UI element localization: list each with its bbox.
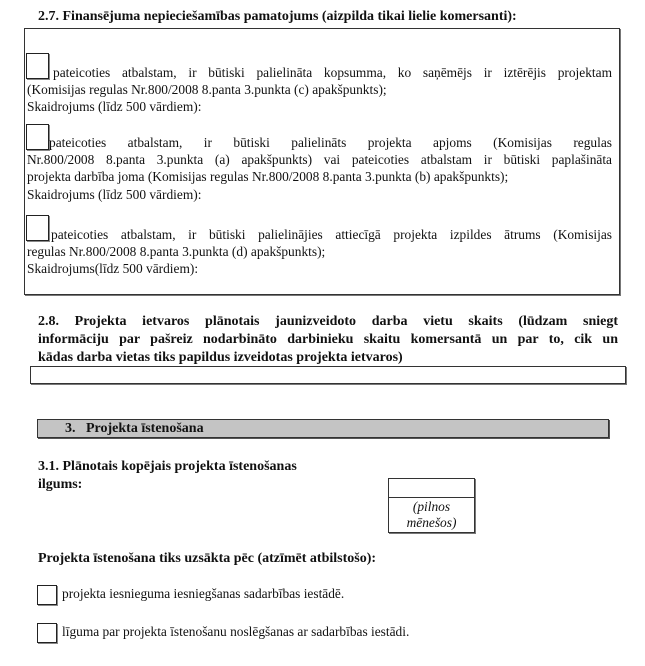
section-2-8-line: informāciju par pašreiz nodarbināto darbinieku skaitu komersantā un par to, cik un (38, 332, 618, 347)
duration-unit-line: mēnešos) (406, 515, 457, 530)
start-after-contract-label: līguma par projekta īstenošanu noslēgšanas ar sadarbības iestādi. (62, 624, 410, 639)
section-2-8-line: 2.8. Projekta ietvaros plānotais jaunizveidoto darba vietu skaits (lūdzam sniegt (38, 314, 618, 329)
option-c-line: pateicoties atbalstam, ir būtiski palielināta kopsumma, ko saņēmējs ir iztērējis projektam (53, 65, 612, 80)
option-d-line: pateicoties atbalstam, ir būtiski palielinājies attiecīgā projekta izpildes ātrums (Komisijas (51, 227, 612, 242)
option-a-b-line: projekta darbība joma (Komisijas regulas Nr.800/2008 8.panta 3.punkta (b) apakšpunkts); (27, 169, 509, 185)
duration-label (38, 458, 297, 494)
option-c-explanation-label: Skaidrojums (līdz 500 vārdiem): (27, 99, 202, 115)
start-after-contract-checkbox[interactable] (37, 623, 57, 643)
option-d-text (27, 226, 612, 278)
start-condition-title: Projekta īstenošana tiks uzsākta pēc (atzīmēt atbilstošo): (38, 551, 377, 566)
section-2-7-title: 2.7. Finansējuma nepieciešamības pamatojums (aizpilda tikai lielie komersanti): (38, 9, 517, 24)
duration-unit-line: (pilnos (412, 499, 451, 514)
start-after-submission-label: projekta iesnieguma iesniegšanas sadarbības iestādē. (62, 586, 345, 601)
duration-months-input[interactable] (389, 479, 474, 498)
duration-label-line: 3.1. Plānotais kopējais projekta īstenošanas (38, 459, 297, 474)
duration-unit (389, 498, 474, 532)
section-2-8-title (38, 313, 618, 367)
option-a-b-line: pateicoties atbalstam, ir būtiski palielināts projekta apjoms (Komisijas regulas (49, 135, 612, 150)
section-3-header (37, 419, 609, 438)
section-2-8-line: kādas darba vietas tiks papildus izveidotas projekta ietvaros) (38, 350, 403, 365)
new-jobs-input[interactable] (30, 366, 626, 384)
duration-label-line: ilgums: (38, 477, 83, 492)
duration-field (388, 478, 475, 533)
option-d-explanation-label: Skaidrojums(līdz 500 vārdiem): (27, 261, 199, 277)
section-3-title: 3. Projekta īstenošana (65, 421, 204, 436)
start-after-submission-checkbox[interactable] (37, 585, 57, 605)
option-a-b-line: Nr.800/2008 8.panta 3.punkta (a) apakšpunkts) vai pateicoties atbalstam ir būtiski paplašināta (27, 152, 612, 168)
option-c-line: (Komisijas regulas Nr.800/2008 8.panta 3.punkta (c) apakšpunkts); (27, 82, 387, 98)
option-a-b-explanation-label: Skaidrojums (līdz 500 vārdiem): (27, 186, 202, 202)
option-a-b-text (27, 134, 612, 203)
option-d-line: regulas Nr.800/2008 8.panta 3.punkta (d) apakšpunkts); (27, 244, 326, 260)
option-c-text (27, 64, 612, 116)
